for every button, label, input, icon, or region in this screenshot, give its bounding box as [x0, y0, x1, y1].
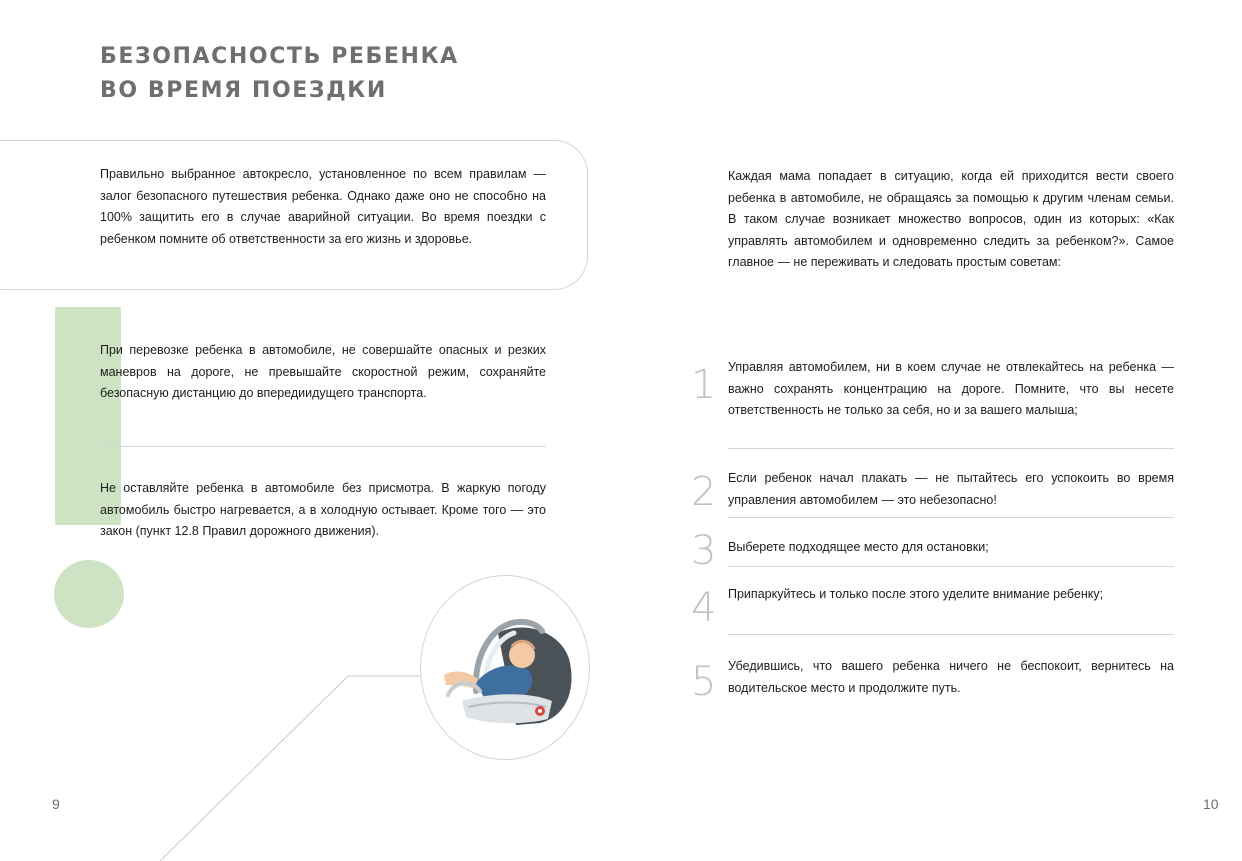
- divider: [728, 448, 1174, 449]
- title-line-2: ВО ВРЕМЯ ПОЕЗДКИ: [100, 78, 387, 103]
- page-title: [100, 40, 459, 108]
- tip-number: 2: [691, 469, 717, 515]
- exclamation-dot: [54, 560, 124, 628]
- divider: [728, 634, 1174, 635]
- tip-number: 5: [691, 659, 717, 705]
- divider: [728, 517, 1174, 518]
- right-intro-paragraph: Каждая мама попадает в ситуацию, когда ей приходится вести своего ребенка в автомобиле, не обращаясь за помощью к другим членам семьи. В таком случае возникает множество вопросов, один из которых: «Как управлять автомобилем и одновременно следить за ребенком?». Самое главное — не переживать и следовать простым советам:: [728, 169, 1174, 269]
- divider: [728, 566, 1174, 567]
- tip-text: Выберете подходящее место для остановки;: [728, 540, 989, 554]
- right-page: [621, 0, 1242, 861]
- warning-paragraph-2: Не оставляйте ребенка в автомобиле без присмотра. В жаркую погоду автомобиль быстро нагревается, а в холодную остывает. Кроме того — это закон (пункт 12.8 Правил дорожного движения).: [100, 481, 546, 538]
- tip-number: 3: [691, 528, 717, 574]
- intro-paragraph: Правильно выбранное автокресло, установленное по всем правилам — залог безопасного путешествия ребенка. Однако даже оно не способно на 100% защитить его в случае аварийной ситуации. Во время поездки с ребенком помните об ответственности за его жизнь и здоровье.: [100, 167, 546, 246]
- tip-number: 1: [691, 362, 717, 408]
- page-number-right: 10: [1203, 796, 1219, 812]
- tip-text: Припаркуйтесь и только после этого уделите внимание ребенку;: [728, 587, 1104, 601]
- tip-text: Если ребенок начал плакать — не пытайтесь его успокоить во время управления автомобилем — это небезопасно!: [728, 471, 1174, 507]
- tip-text: Управляя автомобилем, ни в коем случае не отвлекайтесь на ребенка — важно сохранять концентрацию на дороге. Помните, что вы несете ответственность не только за себя, но и за вашего малыша;: [728, 360, 1174, 417]
- baby-car-seat-icon: [428, 605, 588, 745]
- tip-number: 4: [691, 585, 717, 631]
- divider: [100, 446, 546, 447]
- title-line-1: БЕЗОПАСНОСТЬ РЕБЕНКА: [100, 44, 459, 69]
- page-number-left: 9: [52, 796, 60, 812]
- tip-text: Убедившись, что вашего ребенка ничего не беспокоит, вернитесь на водительское место и продолжите путь.: [728, 659, 1174, 695]
- warning-paragraph-1: При перевозке ребенка в автомобиле, не совершайте опасных и резких маневров на дороге, не превышайте скоростной режим, сохраняйте безопасную дистанцию до впередиидущего транспорта.: [100, 343, 546, 400]
